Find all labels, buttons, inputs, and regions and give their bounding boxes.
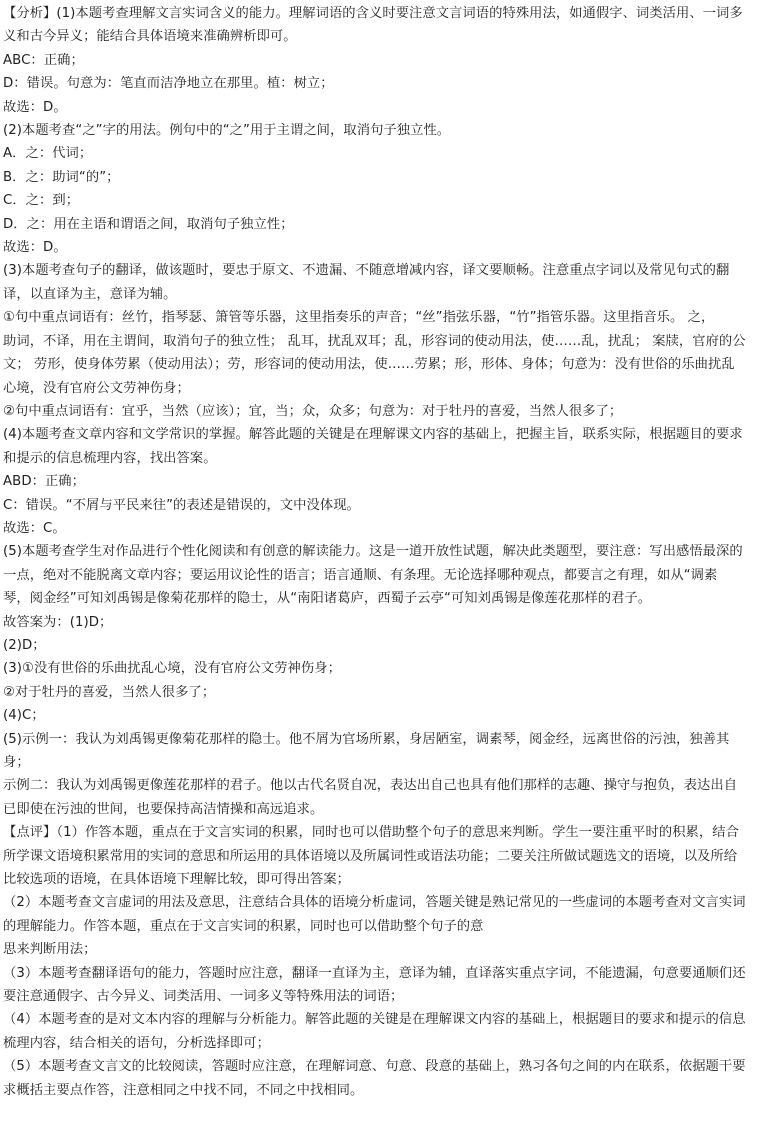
text-line: ABD：正确； [3,474,85,490]
text-line: C：错误。“不屑与平民来往”的表述是错误的，文中没体现。 [3,497,360,513]
text-line: (4)本题考查文章内容和文学常识的掌握。解答此题的关键是在理解课文内容的基础上，把握主旨，联系实际，根据题目的要求 [3,427,743,443]
text-line: （4）本题考查的是对文本内容的理解与分析能力。解答此题的关键是在理解课文内容的基础上，根据题目的要求和提示的信息 [3,1012,746,1028]
text-line: (2)本题考查“之”字的用法。例句中的“之”用于主谓之间，取消句子独立性。 [3,123,451,139]
text-line: ABC：正确； [3,52,84,68]
text-line: (2)D； [3,637,46,653]
text-line: 故选：C。 [3,520,66,536]
text-line: 故选：D。 [3,99,67,115]
text-line: A．之：代词； [3,146,93,162]
text-line: 一点，绝对不能脱离文章内容；要运用议论性的语言；语言通顺、有条理。无论选择哪种观点，都要言之有理，如从“调素 [3,567,718,583]
text-line: (5)本题考查学生对作品进行个性化阅读和有创意的解读能力。这是一道开放性试题，解决此类题型，要注意：写出感悟最深的 [3,544,743,560]
text-line: 故答案为：(1)D； [3,614,113,630]
text-line: 文； 劳形，使身体劳累（使动用法）；劳，形容词的使动用法，使……劳累；形，形体、身体；句意为：没有世俗的乐曲扰乱 [3,357,735,373]
text-line: 【点评】（1）作答本题，重点在于文言实词的积累，同时也可以借助整个句子的意思来判断。学生一要注重平时的积累，结合 [3,825,739,841]
text-line: (3)本题考查句子的翻译，做该题时，要忠于原文、不遗漏、不随意增减内容，译文要顺畅。注意重点字词以及常见句式的翻 [3,263,730,279]
text-line: D：错误。句意为：笔直而洁净地立在那里。植：树立； [3,76,334,92]
text-line: 示例二：我认为刘禹锡更像莲花那样的君子。他以古代名贤自况，表达出自己也具有他们那样的志趣、操守与抱负，表达出自 [3,778,738,794]
text-line: 【分析】(1)本题考查理解文言实词含义的能力。理解词语的含义时要注意文言词语的特殊用法，如通假字、词类活用、一词多 [3,6,743,21]
text-line: （5）本题考查文言文的比较阅读，答题时应注意，在理解词意、句意、段意的基础上，熟习各句之间的内在联系，依据题干要 [3,1059,746,1075]
text-line: 要注意通假字、古今异义、词类活用、一词多义等特殊用法的词语； [3,989,404,1005]
text-line: D．之：用在主语和谓语之间，取消句子独立性； [3,216,294,232]
text-line: 心境，没有官府公文劳神伤身； [3,380,190,396]
text-line: （3）本题考查翻译语句的能力，答题时应注意，翻译一直译为主，意译为辅，直译落实重点字词，不能遗漏，句意要通顺们还 [3,965,746,981]
text-line: 助词，不译，用在主谓间，取消句子的独立性； 乱耳，扰乱双耳；乱，形容词的使动用法，使……乱，扰乱； 案牍，官府的公 [3,333,746,349]
text-line: (3)①没有世俗的乐曲扰乱心境，没有官府公文劳神伤身； [3,661,341,677]
text-line: C．之：到； [3,193,80,209]
text-line: 所学课文语境积累常用的实词的意思和所运用的具体语境以及所属词性或语法功能；二要关注所做试题选文的语境，以及所给 [3,848,738,864]
text-line: 求概括主要点作答，注意相同之中找不同，不同之中找相同。 [3,1082,364,1098]
text-line: ②句中重点词语有：宜乎，当然（应该）；宜，当；众，众多；句意为：对于牡丹的喜爱，当然人很多了； [3,403,623,419]
text-line: (5)示例一：我认为刘禹锡更像菊花那样的隐士。他不屑为官场所累，身居陋室，调素琴，阅金经，远离世俗的污浊，独善其 [3,731,730,747]
text-line: 义和古今异义；能结合具体语境来准确辨析即可。 [3,29,297,45]
text-line: 思来判断用法； [3,942,97,958]
text-line: 和提示的信息梳理内容，找出答案。 [3,450,217,466]
text-line: （2）本题考查文言虚词的用法及意思，注意结合具体的语境分析虚词，答题关键是熟记常见的一些虚词的本题考查对文言实词 [3,895,746,911]
text-line: 身； [3,755,30,770]
text-line: ②对于牡丹的喜爱，当然人很多了； [3,684,216,700]
text-line: 比较选项的语境，在具体语境下理解比较，即可得出答案； [3,872,351,888]
text-line: 已即使在污浊的世间，也要保持高洁情操和高远追求。 [3,801,324,817]
text-line: 译，以直译为主，意译为辅。 [3,286,177,302]
text-line: 梳理内容，结合相关的语句，分析选择即可； [3,1035,270,1051]
text-line: 故选：D。 [3,240,67,256]
text-line: (4)C； [3,708,45,724]
text-line: B．之：助词“的”； [3,169,120,185]
text-line: 琴，阅金经”可知刘禹锡是像菊花那样的隐士，从“南阳诸葛庐，西蜀子云亭“可知刘禹锡是像莲花那样的君子。 [3,591,652,607]
text-line: ①句中重点词语有：丝竹，指琴瑟、箫管等乐器，这里指奏乐的声音；“丝”指弦乐器，“竹”指管乐器。这里指音乐。 之， [3,310,715,326]
text-line: 的理解能力。作答本题，重点在于文言实词的积累，同时也可以借助整个句子的意 [3,918,484,934]
